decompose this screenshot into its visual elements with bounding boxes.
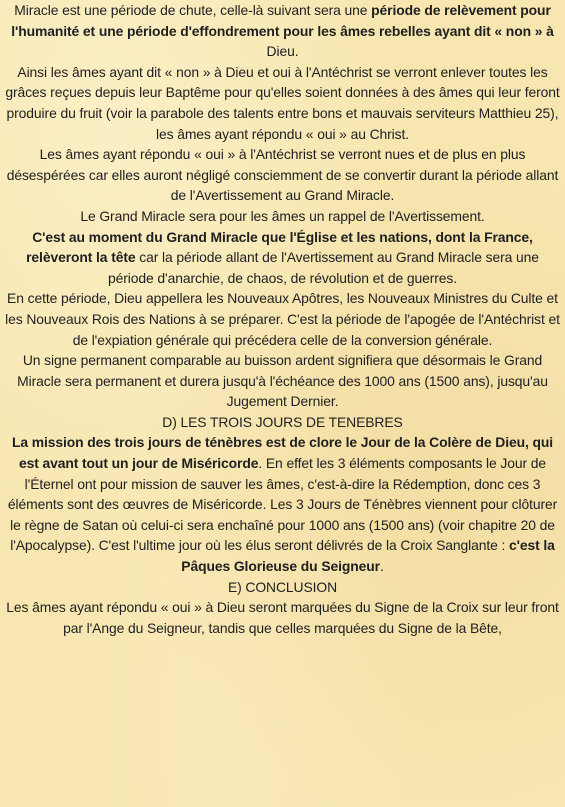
text-run: . — [379, 558, 384, 575]
section-heading-e: E) CONCLUSION — [227, 578, 338, 595]
paragraph-nouveaux-apotres: En cette période, Dieu appellera les Nouveaux Apôtres, les Nouveaux Ministres du Culte et les Nouveaux Rois des Nations à se préparer. C'est la période de l'apogée de l'Antéchrist et de l'expiation générale qui précédera celle de la conversion générale. — [5, 290, 560, 348]
paragraph-eglise-nations — [2, 227, 563, 289]
bold-text-run: période de relèvement pour l'humanité et une période d'effondrement pour les âmes rebelles ayant dit « non » à — [11, 2, 554, 39]
text-run: Dieu. — [266, 43, 299, 60]
paragraph-graces: Ainsi les âmes ayant dit « non » à Dieu et oui à l'Antéchrist se verront enlever toutes les grâces reçues depuis leur Baptême pour qu'elles soient données à des âmes qui leur feront produire du fruit (voir la parabole des talents entre bons et mauvais serviteurs Matthieu 25), les âmes ayant répondu « oui » au Christ. — [5, 63, 560, 142]
paragraph-trois-jours — [2, 432, 563, 576]
paragraph-conclusion: Les âmes ayant répondu « oui » à Dieu seront marquées du Signe de la Croix sur leur front par l'Ange du Seigneur, tandis que celles marquées du Signe de la Bête, — [6, 599, 559, 636]
bold-text-run: c'est la Pâques Glorieuse du Seigneur — [181, 537, 555, 575]
paragraph-signe-permanent: Un signe permanent comparable au buisson ardent signifiera que désormais le Grand Miracle sera permanent et durera jusqu'à l'échéance des 1000 ans (1500 ans), jusqu'au Jugement Dernier. — [17, 352, 548, 410]
bold-text-run: C'est au moment du Grand Miracle que l'Église et les nations, dont la France, relèveront la tête — [26, 228, 533, 266]
text-run: . En effet les 3 éléments composants le Jour de l'Éternel ont pour mission de sauver les âmes, c'est-à-dire la Rédemption, donc ces 3 éléments sont des œuvres de Miséricorde. Les 3 Jours de Ténèbres viennent pour clôturer le règne de Satan où celui-ci sera enchaîné pour 1000 ans (1500 ans) (voir chapitre 20 de l'Apocalypse). C'est l'ultime jour où les élus seront délivrés de la Croix Sanglante : — [7, 455, 558, 554]
paragraph-rappel: Le Grand Miracle sera pour les âmes un rappel de l'Avertissement. — [80, 207, 485, 224]
paragraph-ames-nues: Les âmes ayant répondu « oui » à l'Antéchrist se verront nues et de plus en plus désespérées car elles auront négligé consciemment de se convertir durant la période allant de l'Avertissement au Grand Miracle. — [6, 146, 559, 204]
section-heading-d: D) LES TROIS JOURS DE TENEBRES — [162, 413, 403, 430]
text-run: Miracle est une période de chute, celle-là suivant sera une — [14, 2, 372, 18]
bold-text-run: La mission des trois jours de ténèbres est de clore le Jour de la Colère de Dieu, qui est avant tout un jour de Miséricorde — [11, 434, 554, 472]
paragraph-relevement — [2, 0, 563, 62]
text-run: car la période allant de l'Avertissement au Grand Miracle sera une période d'anarchie, de chaos, de révolution et de guerres. — [108, 249, 539, 286]
